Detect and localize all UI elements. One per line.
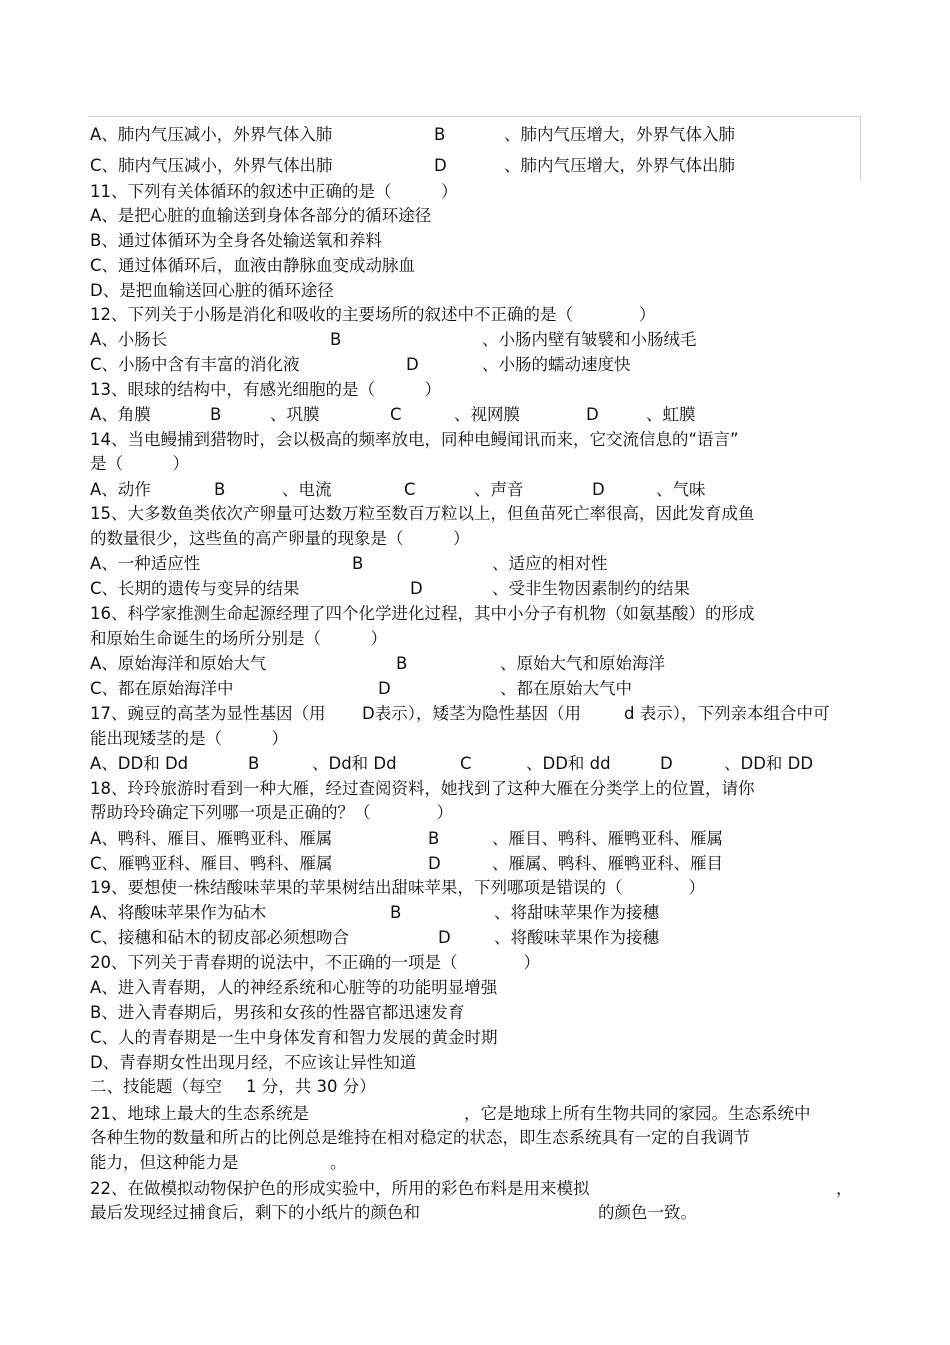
q10-option-c: C、肺内气压减小，外界气体出肺 xyxy=(90,156,333,175)
q14-stem-line-2: 是（ ） xyxy=(90,454,189,473)
q18-option-a: A、鸭科、雁目、雁鸭亚科、雁属 xyxy=(90,829,333,848)
q11-option-a: A、是把心脏的血输送到身体各部分的循环途径 xyxy=(90,206,432,225)
q19-option-b: 、将甜味苹果作为接穗 xyxy=(494,903,659,922)
q15-option-d: 、受非生物因素制约的结果 xyxy=(492,579,690,598)
q21-line-1-part-2: ，它是地球上所有生物共同的家园。生态系统中 xyxy=(464,1104,811,1123)
q20-option-d: D、青春期女性出现月经，不应该让异性知道 xyxy=(90,1053,417,1072)
q20-option-a: A、进入青春期，人的神经系统和心脏等的功能明显增强 xyxy=(90,978,498,997)
q13-option-c: 、视网膜 xyxy=(454,405,520,424)
q12-option-b: 、小肠内壁有皱襞和小肠绒毛 xyxy=(482,330,697,349)
q17-stem-line-2: 能出现矮茎的是（ ） xyxy=(90,729,288,748)
q11-option-b: B、通过体循环为全身各处输送氧和养料 xyxy=(90,231,382,250)
q15-option-b: 、适应的相对性 xyxy=(492,554,608,573)
q12-stem: 12、下列关于小肠是消化和吸收的主要场所的叙述中不正确的是（ ） xyxy=(90,305,656,324)
q19-option-a: A、将酸味苹果作为砧木 xyxy=(90,903,267,922)
q19-option-d: 、将酸味苹果作为接穗 xyxy=(494,928,659,947)
q13-stem: 13、眼球的结构中，有感光细胞的是（ ） xyxy=(90,380,441,399)
q15-stem-line-2: 的数量很少，这些鱼的高产卵量的现象是（ ） xyxy=(90,529,470,548)
q10-option-a: A、肺内气压减小，外界气体入肺 xyxy=(90,125,333,144)
q19-option-c: C、接穗和砧木的韧皮部必须想吻合 xyxy=(90,928,350,947)
q19-option-d-letter: D xyxy=(438,928,451,947)
q17-option-b: 、Dd和 Dd xyxy=(312,754,397,773)
q17-stem-part-1: 17、豌豆的高茎为显性基因（用 xyxy=(90,704,326,723)
q14-option-c-letter: C xyxy=(404,480,416,499)
q13-option-b-letter: B xyxy=(210,405,222,424)
q21-line-3-part-1: 能力，但这种能力是 xyxy=(90,1153,239,1172)
q14-option-d-letter: D xyxy=(592,480,605,499)
q14-stem-line-1: 14、当电鳗捕到猎物时，会以极高的频率放电，同种电鳗闻讯而来，它交流信息的“语言” xyxy=(90,430,739,449)
q18-stem-line-2: 帮助玲玲确定下列哪一项是正确的？（ ） xyxy=(90,803,453,822)
q16-option-a: A、原始海洋和原始大气 xyxy=(90,654,267,673)
q17-option-d: 、DD和 DD xyxy=(724,754,814,773)
q13-option-a: A、角膜 xyxy=(90,405,151,424)
q22-line-1-part-2: ， xyxy=(836,1179,853,1198)
q16-option-b-letter: B xyxy=(396,654,408,673)
q17-option-a: A、DD和 Dd xyxy=(90,754,189,773)
q18-option-d-letter: D xyxy=(428,854,441,873)
q12-option-b-letter: B xyxy=(330,330,342,349)
section-2-heading-part-1: 二、技能题（每空 xyxy=(90,1077,222,1096)
q10-option-b-letter: B xyxy=(434,125,446,144)
q10-option-d: 、肺内气压增大，外界气体出肺 xyxy=(504,156,735,175)
section-2-heading-part-2: 1 分，共 30 分） xyxy=(246,1077,376,1096)
q18-option-d: 、雁属、鸭科、雁鸭亚科、雁目 xyxy=(492,854,723,873)
q12-option-c: C、小肠中含有丰富的消化液 xyxy=(90,355,300,374)
q20-option-b: B、进入青春期后，男孩和女孩的性器官都迅速发育 xyxy=(90,1003,465,1022)
q17-option-b-letter: B xyxy=(248,754,260,773)
q14-option-b-letter: B xyxy=(214,480,226,499)
q10-option-d-letter: D xyxy=(434,156,447,175)
q22-line-1-part-1: 22、在做模拟动物保护色的形成实验中，所用的彩色布料是用来模拟 xyxy=(90,1179,590,1198)
q15-stem-line-1: 15、大多数鱼类依次产卵量可达数万粒至数百万粒以上，但鱼苗死亡率很高，因此发育成鱼 xyxy=(90,504,755,523)
q21-line-3-part-2: 。 xyxy=(330,1153,347,1172)
q15-option-c: C、长期的遗传与变异的结果 xyxy=(90,579,300,598)
q17-option-d-letter: D xyxy=(660,754,673,773)
q16-option-c: C、都在原始海洋中 xyxy=(90,679,234,698)
q17-stem-part-2: D表示），矮茎为隐性基因（用 xyxy=(362,704,581,723)
q16-stem-line-2: 和原始生命诞生的场所分别是（ ） xyxy=(90,629,387,648)
q13-option-b: 、巩膜 xyxy=(270,405,320,424)
q22-line-2-part-1: 最后发现经过捕食后，剩下的小纸片的颜色和 xyxy=(90,1203,420,1222)
q14-option-d: 、气味 xyxy=(656,480,706,499)
q16-option-b: 、原始大气和原始海洋 xyxy=(500,654,665,673)
q18-stem-line-1: 18、玲玲旅游时看到一种大雁，经过查阅资料，她找到了这种大雁在分类学上的位置，请你 xyxy=(90,779,755,798)
q15-option-a: A、一种适应性 xyxy=(90,554,201,573)
q19-option-b-letter: B xyxy=(390,903,402,922)
q18-option-b: 、雁目、鸭科、雁鸭亚科、雁属 xyxy=(492,829,723,848)
q13-option-d-letter: D xyxy=(586,405,599,424)
q15-option-d-letter: D xyxy=(410,579,423,598)
q21-line-2: 各种生物的数量和所占的比例总是维持在相对稳定的状态，即生态系统具有一定的自我调节 xyxy=(90,1128,750,1147)
q18-option-c: C、雁鸭亚科、雁目、鸭科、雁属 xyxy=(90,854,333,873)
q10-option-b: 、肺内气压增大，外界气体入肺 xyxy=(504,125,735,144)
q12-option-d: 、小肠的蠕动速度快 xyxy=(482,355,631,374)
q21-line-1-part-1: 21、地球上最大的生态系统是 xyxy=(90,1104,309,1123)
q14-option-a: A、动作 xyxy=(90,480,151,499)
q16-stem-line-1: 16、科学家推测生命起源经理了四个化学进化过程，其中小分子有机物（如氨基酸）的形成 xyxy=(90,604,755,623)
q20-option-c: C、人的青春期是一生中身体发育和智力发展的黄金时期 xyxy=(90,1028,498,1047)
q22-line-2-part-2: 的颜色一致。 xyxy=(598,1203,697,1222)
q16-option-d: 、都在原始大气中 xyxy=(500,679,632,698)
q13-option-d: 、虹膜 xyxy=(646,405,696,424)
q17-stem-part-3: d 表示），下列亲本组合中可 xyxy=(624,704,830,723)
q12-option-a: A、小肠长 xyxy=(90,330,168,349)
q11-option-d: D、是把血输送回心脏的循环途径 xyxy=(90,281,334,300)
q17-option-c: 、DD和 dd xyxy=(526,754,611,773)
q11-stem: 11、下列有关体循环的叙述中正确的是（ ） xyxy=(90,182,458,201)
q16-option-d-letter: D xyxy=(378,679,391,698)
q20-stem: 20、下列关于青春期的说法中，不正确的一项是（ ） xyxy=(90,953,540,972)
q17-option-c-letter: C xyxy=(460,754,472,773)
q12-option-d-letter: D xyxy=(406,355,419,374)
q15-option-b-letter: B xyxy=(352,554,364,573)
q11-option-c: C、通过体循环后，血液由静脉血变成动脉血 xyxy=(90,256,416,275)
q14-option-b: 、电流 xyxy=(282,480,332,499)
q18-option-b-letter: B xyxy=(428,829,440,848)
q13-option-c-letter: C xyxy=(390,405,402,424)
q14-option-c: 、声音 xyxy=(474,480,524,499)
q19-stem: 19、要想使一株结酸味苹果的苹果树结出甜味苹果，下列哪项是错误的（ ） xyxy=(90,878,705,897)
